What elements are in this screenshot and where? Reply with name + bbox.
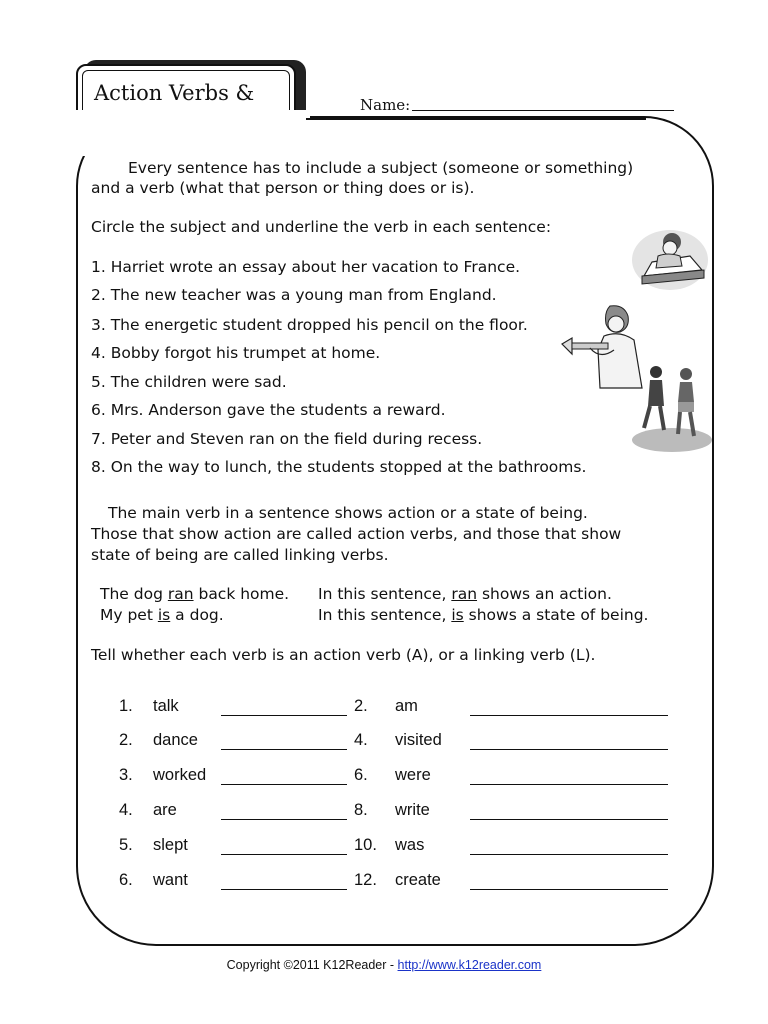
- exercise-left-num-4: 4.: [119, 801, 133, 819]
- exercise-right-num-3: 6.: [354, 766, 368, 784]
- sentence-5[interactable]: 5. The children were sad.: [91, 373, 287, 391]
- exercise-left-word-5: slept: [153, 836, 188, 854]
- k12reader-link[interactable]: http://www.k12reader.com: [397, 958, 542, 972]
- exercise-left-word-6: want: [153, 871, 188, 889]
- sentence-6[interactable]: 6. Mrs. Anderson gave the students a reward.: [91, 401, 446, 419]
- example-2-note-post: shows a state of being.: [463, 606, 649, 624]
- exercise-left-num-2: 2.: [119, 731, 133, 749]
- answer-line-right-4[interactable]: [470, 819, 668, 820]
- example-1-note-post: shows an action.: [477, 585, 612, 603]
- example-1-sentence: [100, 584, 289, 604]
- exercise-right-num-6: 12.: [354, 871, 377, 889]
- title-line-1: Action Verbs &: [94, 81, 255, 105]
- exercise-right-word-2: visited: [395, 731, 442, 749]
- example-2-verb: is: [157, 606, 171, 624]
- exercise-left-word-4: are: [153, 801, 177, 819]
- example-1-verb: ran: [167, 585, 194, 603]
- answer-line-left-6[interactable]: [221, 889, 347, 890]
- sentence-3[interactable]: 3. The energetic student dropped his pencil on the floor.: [91, 316, 528, 334]
- exercise-right-num-1: 2.: [354, 697, 368, 715]
- exercise-right-word-3: were: [395, 766, 431, 784]
- answer-line-left-3[interactable]: [221, 784, 347, 785]
- exercise-right-word-5: was: [395, 836, 425, 854]
- name-label: Name:: [360, 96, 411, 114]
- explain-line-2: Those that show action are called action verbs, and those that show: [91, 525, 622, 543]
- example-2-note: [318, 605, 648, 625]
- exercise-left-word-3: worked: [153, 766, 207, 784]
- answer-line-left-2[interactable]: [221, 749, 347, 750]
- exercise-left-word-2: dance: [153, 731, 198, 749]
- sentence-4[interactable]: 4. Bobby forgot his trumpet at home.: [91, 344, 381, 362]
- example-2-pre: My pet: [100, 606, 158, 624]
- exercise-left-num-1: 1.: [119, 697, 133, 715]
- intro-line-1: Every sentence has to include a subject (someone or something): [128, 159, 634, 177]
- example-1-post: back home.: [193, 585, 290, 603]
- sentence-2[interactable]: 2. The new teacher was a young man from England.: [91, 286, 497, 304]
- frame-mask: [74, 110, 310, 156]
- exercise-right-word-6: create: [395, 871, 441, 889]
- example-1-pre: The dog: [100, 585, 168, 603]
- frame-top-line: [306, 118, 646, 120]
- answer-line-right-5[interactable]: [470, 854, 668, 855]
- instruction-circle-underline: Circle the subject and underline the verb in each sentence:: [91, 218, 552, 236]
- exercise-left-word-1: talk: [153, 697, 179, 715]
- explain-line-3: state of being are called linking verbs.: [91, 546, 389, 564]
- sentence-1[interactable]: 1. Harriet wrote an essay about her vacation to France.: [91, 258, 521, 276]
- exercise-left-num-3: 3.: [119, 766, 133, 784]
- answer-line-right-3[interactable]: [470, 784, 668, 785]
- exercise-right-word-1: am: [395, 697, 418, 715]
- answer-line-right-2[interactable]: [470, 749, 668, 750]
- example-2-sentence: [100, 605, 224, 625]
- sentence-7[interactable]: 7. Peter and Steven ran on the field during recess.: [91, 430, 483, 448]
- explain-line-1: The main verb in a sentence shows action or a state of being.: [108, 504, 588, 522]
- exercise-right-num-5: 10.: [354, 836, 377, 854]
- name-field[interactable]: [412, 110, 674, 111]
- exercise-left-num-6: 6.: [119, 871, 133, 889]
- instruction-action-linking: Tell whether each verb is an action verb (A), or a linking verb (L).: [91, 646, 596, 664]
- example-1-note-verb: ran: [451, 585, 478, 603]
- sentence-8[interactable]: 8. On the way to lunch, the students stopped at the bathrooms.: [91, 458, 587, 476]
- example-2-post: a dog.: [170, 606, 224, 624]
- example-1-note-pre: In this sentence,: [318, 585, 452, 603]
- example-2-note-verb: is: [451, 606, 464, 624]
- answer-line-left-1[interactable]: [221, 715, 347, 716]
- answer-line-left-5[interactable]: [221, 854, 347, 855]
- copyright-text: Copyright ©2011 K12Reader -: [226, 958, 398, 972]
- copyright-footer: [0, 958, 768, 972]
- kids-running-illustration: [630, 362, 714, 454]
- intro-line-2: and a verb (what that person or thing does or is).: [91, 179, 475, 197]
- exercise-right-num-2: 4.: [354, 731, 368, 749]
- answer-line-right-1[interactable]: [470, 715, 668, 716]
- exercise-right-word-4: write: [395, 801, 430, 819]
- exercise-left-num-5: 5.: [119, 836, 133, 854]
- answer-line-right-6[interactable]: [470, 889, 668, 890]
- exercise-right-num-4: 8.: [354, 801, 368, 819]
- example-2-note-pre: In this sentence,: [318, 606, 452, 624]
- girl-writing-illustration: [630, 226, 710, 292]
- answer-line-left-4[interactable]: [221, 819, 347, 820]
- example-1-note: [318, 584, 612, 604]
